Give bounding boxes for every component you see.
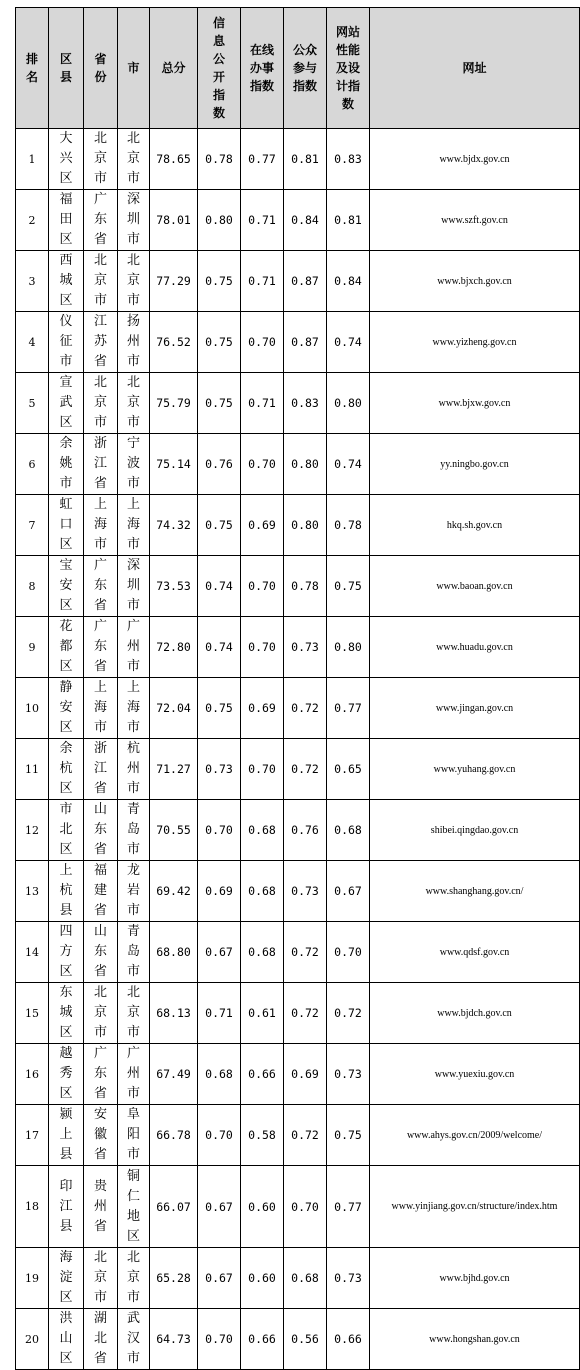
public-index-cell: 0.72 bbox=[284, 739, 327, 800]
province-cell: 广东省 bbox=[84, 1044, 118, 1105]
performance-index-cell: 0.75 bbox=[327, 1105, 370, 1166]
rank-cell: 4 bbox=[16, 312, 49, 373]
url-cell: www.yinjiang.gov.cn/structure/index.htm bbox=[370, 1166, 580, 1248]
public-index-cell: 0.87 bbox=[284, 312, 327, 373]
total-score-cell: 67.49 bbox=[150, 1044, 198, 1105]
public-index-cell: 0.78 bbox=[284, 556, 327, 617]
public-index-cell: 0.80 bbox=[284, 495, 327, 556]
header-row bbox=[16, 8, 580, 129]
url-cell: www.yuexiu.gov.cn bbox=[370, 1044, 580, 1105]
total-score-cell: 65.28 bbox=[150, 1248, 198, 1309]
performance-index-cell: 0.77 bbox=[327, 678, 370, 739]
public-index-cell: 0.84 bbox=[284, 190, 327, 251]
url-cell: hkq.sh.gov.cn bbox=[370, 495, 580, 556]
table-row bbox=[16, 861, 580, 922]
public-index-cell: 0.56 bbox=[284, 1309, 327, 1370]
rank-cell: 5 bbox=[16, 373, 49, 434]
header-district: 区县 bbox=[49, 8, 84, 129]
table-row bbox=[16, 434, 580, 495]
district-cell: 海淀区 bbox=[49, 1248, 84, 1309]
province-cell: 福建省 bbox=[84, 861, 118, 922]
city-cell: 北京市 bbox=[118, 373, 150, 434]
total-score-cell: 66.78 bbox=[150, 1105, 198, 1166]
district-cell: 余杭区 bbox=[49, 739, 84, 800]
performance-index-cell: 0.78 bbox=[327, 495, 370, 556]
header-rank: 排名 bbox=[16, 8, 49, 129]
district-cell: 上杭县 bbox=[49, 861, 84, 922]
rank-cell: 17 bbox=[16, 1105, 49, 1166]
online-index-cell: 0.66 bbox=[241, 1309, 284, 1370]
city-cell: 北京市 bbox=[118, 129, 150, 190]
performance-index-cell: 0.73 bbox=[327, 1248, 370, 1309]
city-cell: 宁波市 bbox=[118, 434, 150, 495]
url-cell: www.yuhang.gov.cn bbox=[370, 739, 580, 800]
table-row bbox=[16, 1309, 580, 1370]
info-index-cell: 0.75 bbox=[198, 312, 241, 373]
city-cell: 扬州市 bbox=[118, 312, 150, 373]
url-cell: www.ahys.gov.cn/2009/welcome/ bbox=[370, 1105, 580, 1166]
table-row bbox=[16, 1166, 580, 1248]
online-index-cell: 0.70 bbox=[241, 434, 284, 495]
online-index-cell: 0.70 bbox=[241, 739, 284, 800]
info-index-cell: 0.75 bbox=[198, 373, 241, 434]
city-cell: 北京市 bbox=[118, 251, 150, 312]
total-score-cell: 69.42 bbox=[150, 861, 198, 922]
table-row bbox=[16, 312, 580, 373]
total-score-cell: 76.52 bbox=[150, 312, 198, 373]
table-row bbox=[16, 1044, 580, 1105]
online-index-cell: 0.66 bbox=[241, 1044, 284, 1105]
table-row bbox=[16, 1105, 580, 1166]
online-index-cell: 0.68 bbox=[241, 800, 284, 861]
province-cell: 安徽省 bbox=[84, 1105, 118, 1166]
public-index-cell: 0.69 bbox=[284, 1044, 327, 1105]
performance-index-cell: 0.74 bbox=[327, 312, 370, 373]
public-index-cell: 0.70 bbox=[284, 1166, 327, 1248]
table-row bbox=[16, 983, 580, 1044]
info-index-cell: 0.75 bbox=[198, 495, 241, 556]
info-index-cell: 0.67 bbox=[198, 1248, 241, 1309]
performance-index-cell: 0.73 bbox=[327, 1044, 370, 1105]
info-index-cell: 0.70 bbox=[198, 1309, 241, 1370]
total-score-cell: 74.32 bbox=[150, 495, 198, 556]
online-index-cell: 0.68 bbox=[241, 861, 284, 922]
url-cell: www.shanghang.gov.cn/ bbox=[370, 861, 580, 922]
province-cell: 广东省 bbox=[84, 556, 118, 617]
province-cell: 北京市 bbox=[84, 251, 118, 312]
online-index-cell: 0.70 bbox=[241, 617, 284, 678]
table-row bbox=[16, 190, 580, 251]
city-cell: 武汉市 bbox=[118, 1309, 150, 1370]
ranking-table bbox=[15, 7, 580, 1370]
table-row bbox=[16, 251, 580, 312]
info-index-cell: 0.70 bbox=[198, 1105, 241, 1166]
performance-index-cell: 0.74 bbox=[327, 434, 370, 495]
province-cell: 北京市 bbox=[84, 129, 118, 190]
rank-cell: 13 bbox=[16, 861, 49, 922]
city-cell: 上海市 bbox=[118, 678, 150, 739]
district-cell: 静安区 bbox=[49, 678, 84, 739]
rank-cell: 8 bbox=[16, 556, 49, 617]
performance-index-cell: 0.65 bbox=[327, 739, 370, 800]
table-row bbox=[16, 678, 580, 739]
url-cell: yy.ningbo.gov.cn bbox=[370, 434, 580, 495]
url-cell: www.bjxch.gov.cn bbox=[370, 251, 580, 312]
url-cell: www.qdsf.gov.cn bbox=[370, 922, 580, 983]
city-cell: 深圳市 bbox=[118, 556, 150, 617]
district-cell: 印江县 bbox=[49, 1166, 84, 1248]
rank-cell: 2 bbox=[16, 190, 49, 251]
public-index-cell: 0.72 bbox=[284, 1105, 327, 1166]
province-cell: 湖北省 bbox=[84, 1309, 118, 1370]
total-score-cell: 75.79 bbox=[150, 373, 198, 434]
info-index-cell: 0.75 bbox=[198, 678, 241, 739]
performance-index-cell: 0.70 bbox=[327, 922, 370, 983]
city-cell: 杭州市 bbox=[118, 739, 150, 800]
rank-cell: 20 bbox=[16, 1309, 49, 1370]
city-cell: 北京市 bbox=[118, 983, 150, 1044]
header-online-index: 在线办事指数 bbox=[241, 8, 284, 129]
district-cell: 宣武区 bbox=[49, 373, 84, 434]
province-cell: 北京市 bbox=[84, 373, 118, 434]
public-index-cell: 0.80 bbox=[284, 434, 327, 495]
table-row bbox=[16, 739, 580, 800]
district-cell: 花都区 bbox=[49, 617, 84, 678]
header-total: 总分 bbox=[150, 8, 198, 129]
public-index-cell: 0.87 bbox=[284, 251, 327, 312]
rank-cell: 9 bbox=[16, 617, 49, 678]
rank-cell: 12 bbox=[16, 800, 49, 861]
online-index-cell: 0.71 bbox=[241, 251, 284, 312]
district-cell: 余姚市 bbox=[49, 434, 84, 495]
city-cell: 深圳市 bbox=[118, 190, 150, 251]
rank-cell: 16 bbox=[16, 1044, 49, 1105]
rank-cell: 7 bbox=[16, 495, 49, 556]
url-cell: www.huadu.gov.cn bbox=[370, 617, 580, 678]
total-score-cell: 64.73 bbox=[150, 1309, 198, 1370]
online-index-cell: 0.60 bbox=[241, 1166, 284, 1248]
performance-index-cell: 0.77 bbox=[327, 1166, 370, 1248]
performance-index-cell: 0.80 bbox=[327, 373, 370, 434]
city-cell: 上海市 bbox=[118, 495, 150, 556]
online-index-cell: 0.69 bbox=[241, 495, 284, 556]
online-index-cell: 0.61 bbox=[241, 983, 284, 1044]
district-cell: 四方区 bbox=[49, 922, 84, 983]
performance-index-cell: 0.67 bbox=[327, 861, 370, 922]
url-cell: www.bjxw.gov.cn bbox=[370, 373, 580, 434]
online-index-cell: 0.71 bbox=[241, 190, 284, 251]
total-score-cell: 72.80 bbox=[150, 617, 198, 678]
table-row bbox=[16, 617, 580, 678]
table-row bbox=[16, 373, 580, 434]
public-index-cell: 0.76 bbox=[284, 800, 327, 861]
url-cell: www.hongshan.gov.cn bbox=[370, 1309, 580, 1370]
url-cell: shibei.qingdao.gov.cn bbox=[370, 800, 580, 861]
url-cell: www.jingan.gov.cn bbox=[370, 678, 580, 739]
city-cell: 青岛市 bbox=[118, 922, 150, 983]
table-row bbox=[16, 495, 580, 556]
online-index-cell: 0.69 bbox=[241, 678, 284, 739]
total-score-cell: 77.29 bbox=[150, 251, 198, 312]
table-row bbox=[16, 800, 580, 861]
district-cell: 大兴区 bbox=[49, 129, 84, 190]
info-index-cell: 0.76 bbox=[198, 434, 241, 495]
rank-cell: 19 bbox=[16, 1248, 49, 1309]
city-cell: 铜仁地区 bbox=[118, 1166, 150, 1248]
info-index-cell: 0.69 bbox=[198, 861, 241, 922]
header-city: 市 bbox=[118, 8, 150, 129]
online-index-cell: 0.70 bbox=[241, 312, 284, 373]
online-index-cell: 0.70 bbox=[241, 556, 284, 617]
performance-index-cell: 0.68 bbox=[327, 800, 370, 861]
city-cell: 阜阳市 bbox=[118, 1105, 150, 1166]
header-public-index: 公众参与指数 bbox=[284, 8, 327, 129]
url-cell: www.szft.gov.cn bbox=[370, 190, 580, 251]
info-index-cell: 0.74 bbox=[198, 556, 241, 617]
rank-cell: 3 bbox=[16, 251, 49, 312]
online-index-cell: 0.77 bbox=[241, 129, 284, 190]
city-cell: 青岛市 bbox=[118, 800, 150, 861]
total-score-cell: 66.07 bbox=[150, 1166, 198, 1248]
city-cell: 广州市 bbox=[118, 617, 150, 678]
info-index-cell: 0.71 bbox=[198, 983, 241, 1044]
performance-index-cell: 0.75 bbox=[327, 556, 370, 617]
rank-cell: 6 bbox=[16, 434, 49, 495]
info-index-cell: 0.74 bbox=[198, 617, 241, 678]
district-cell: 福田区 bbox=[49, 190, 84, 251]
online-index-cell: 0.68 bbox=[241, 922, 284, 983]
performance-index-cell: 0.81 bbox=[327, 190, 370, 251]
info-index-cell: 0.70 bbox=[198, 800, 241, 861]
province-cell: 广东省 bbox=[84, 190, 118, 251]
rank-cell: 10 bbox=[16, 678, 49, 739]
total-score-cell: 78.01 bbox=[150, 190, 198, 251]
province-cell: 北京市 bbox=[84, 983, 118, 1044]
province-cell: 北京市 bbox=[84, 1248, 118, 1309]
district-cell: 东城区 bbox=[49, 983, 84, 1044]
url-cell: www.baoan.gov.cn bbox=[370, 556, 580, 617]
province-cell: 山东省 bbox=[84, 922, 118, 983]
url-cell: www.bjhd.gov.cn bbox=[370, 1248, 580, 1309]
province-cell: 上海市 bbox=[84, 678, 118, 739]
district-cell: 市北区 bbox=[49, 800, 84, 861]
performance-index-cell: 0.66 bbox=[327, 1309, 370, 1370]
rank-cell: 11 bbox=[16, 739, 49, 800]
info-index-cell: 0.80 bbox=[198, 190, 241, 251]
province-cell: 浙江省 bbox=[84, 434, 118, 495]
performance-index-cell: 0.80 bbox=[327, 617, 370, 678]
province-cell: 广东省 bbox=[84, 617, 118, 678]
district-cell: 颍上县 bbox=[49, 1105, 84, 1166]
province-cell: 江苏省 bbox=[84, 312, 118, 373]
url-cell: www.bjdx.gov.cn bbox=[370, 129, 580, 190]
performance-index-cell: 0.84 bbox=[327, 251, 370, 312]
header-province: 省份 bbox=[84, 8, 118, 129]
table-row bbox=[16, 1248, 580, 1309]
total-score-cell: 71.27 bbox=[150, 739, 198, 800]
rank-cell: 1 bbox=[16, 129, 49, 190]
district-cell: 宝安区 bbox=[49, 556, 84, 617]
public-index-cell: 0.81 bbox=[284, 129, 327, 190]
header-url: 网址 bbox=[370, 8, 580, 129]
province-cell: 浙江省 bbox=[84, 739, 118, 800]
online-index-cell: 0.71 bbox=[241, 373, 284, 434]
info-index-cell: 0.73 bbox=[198, 739, 241, 800]
online-index-cell: 0.58 bbox=[241, 1105, 284, 1166]
public-index-cell: 0.83 bbox=[284, 373, 327, 434]
province-cell: 上海市 bbox=[84, 495, 118, 556]
info-index-cell: 0.67 bbox=[198, 922, 241, 983]
total-score-cell: 75.14 bbox=[150, 434, 198, 495]
city-cell: 广州市 bbox=[118, 1044, 150, 1105]
table-body bbox=[16, 129, 580, 1370]
info-index-cell: 0.68 bbox=[198, 1044, 241, 1105]
info-index-cell: 0.78 bbox=[198, 129, 241, 190]
rank-cell: 14 bbox=[16, 922, 49, 983]
district-cell: 洪山区 bbox=[49, 1309, 84, 1370]
province-cell: 山东省 bbox=[84, 800, 118, 861]
url-cell: www.yizheng.gov.cn bbox=[370, 312, 580, 373]
url-cell: www.bjdch.gov.cn bbox=[370, 983, 580, 1044]
district-cell: 虹口区 bbox=[49, 495, 84, 556]
table-row bbox=[16, 556, 580, 617]
rank-cell: 15 bbox=[16, 983, 49, 1044]
performance-index-cell: 0.72 bbox=[327, 983, 370, 1044]
total-score-cell: 68.80 bbox=[150, 922, 198, 983]
city-cell: 龙岩市 bbox=[118, 861, 150, 922]
total-score-cell: 70.55 bbox=[150, 800, 198, 861]
district-cell: 越秀区 bbox=[49, 1044, 84, 1105]
public-index-cell: 0.73 bbox=[284, 617, 327, 678]
online-index-cell: 0.60 bbox=[241, 1248, 284, 1309]
district-cell: 仪征市 bbox=[49, 312, 84, 373]
public-index-cell: 0.72 bbox=[284, 678, 327, 739]
rank-cell: 18 bbox=[16, 1166, 49, 1248]
province-cell: 贵州省 bbox=[84, 1166, 118, 1248]
public-index-cell: 0.68 bbox=[284, 1248, 327, 1309]
total-score-cell: 78.65 bbox=[150, 129, 198, 190]
public-index-cell: 0.72 bbox=[284, 983, 327, 1044]
public-index-cell: 0.73 bbox=[284, 861, 327, 922]
total-score-cell: 68.13 bbox=[150, 983, 198, 1044]
header-performance-index: 网站性能及设计指数 bbox=[327, 8, 370, 129]
table-row bbox=[16, 922, 580, 983]
info-index-cell: 0.75 bbox=[198, 251, 241, 312]
table-row bbox=[16, 129, 580, 190]
header-info-index: 信息公开指数 bbox=[198, 8, 241, 129]
public-index-cell: 0.72 bbox=[284, 922, 327, 983]
district-cell: 西城区 bbox=[49, 251, 84, 312]
total-score-cell: 72.04 bbox=[150, 678, 198, 739]
performance-index-cell: 0.83 bbox=[327, 129, 370, 190]
total-score-cell: 73.53 bbox=[150, 556, 198, 617]
info-index-cell: 0.67 bbox=[198, 1166, 241, 1248]
city-cell: 北京市 bbox=[118, 1248, 150, 1309]
